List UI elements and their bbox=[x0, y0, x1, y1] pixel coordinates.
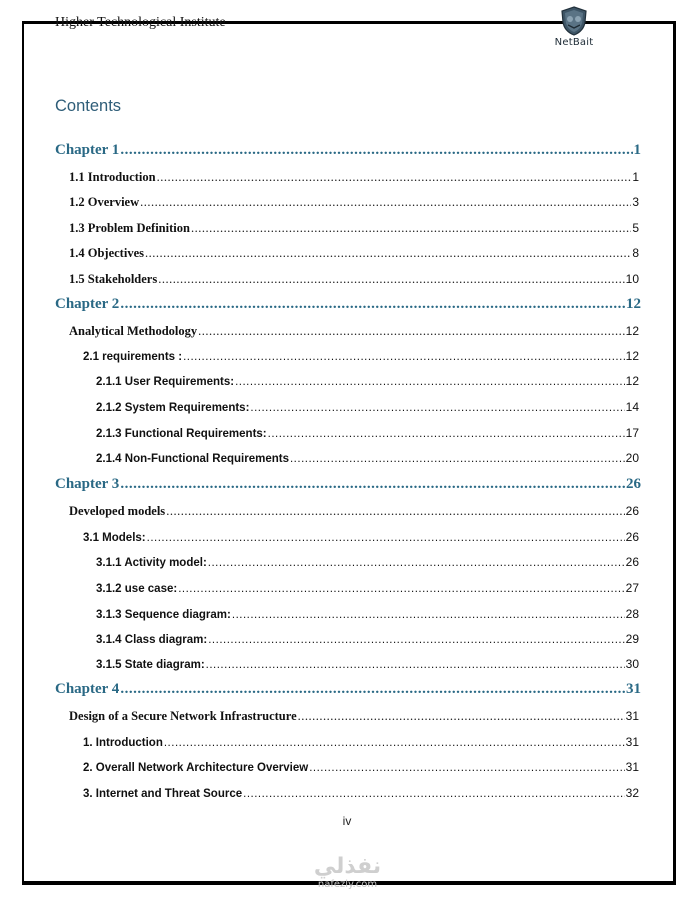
toc-entry-section[interactable] bbox=[69, 221, 639, 236]
toc-dot-leader bbox=[198, 324, 625, 339]
toc-dot-leader bbox=[208, 634, 624, 646]
toc-entry-page-number: 32 bbox=[625, 786, 639, 800]
toc-dot-leader bbox=[309, 762, 624, 774]
toc-dot-leader bbox=[183, 351, 625, 363]
toc-dot-leader bbox=[235, 376, 625, 388]
toc-dot-leader bbox=[290, 453, 625, 465]
toc-dot-leader bbox=[208, 557, 625, 569]
toc-dot-leader bbox=[157, 170, 632, 185]
toc-entry-page-number: 12 bbox=[626, 296, 641, 312]
page-number: iv bbox=[342, 814, 352, 828]
toc-entry-title: 3.1.4 Class diagram: bbox=[96, 634, 208, 646]
toc-dot-leader bbox=[191, 221, 631, 236]
toc-entry-title: 2.1.3 Functional Requirements: bbox=[96, 428, 267, 440]
toc-entry-page-number: 12 bbox=[625, 374, 639, 388]
toc-dot-leader bbox=[166, 504, 624, 519]
toc-entry-page-number: 5 bbox=[632, 221, 639, 235]
toc-entry-subsub[interactable] bbox=[96, 607, 639, 621]
toc-entry-section[interactable] bbox=[69, 170, 639, 185]
toc-entry-page-number: 29 bbox=[625, 632, 639, 646]
toc-entry-page-number: 26 bbox=[625, 530, 639, 544]
toc-entry-page-number: 31 bbox=[626, 681, 641, 697]
toc-entry-title: 2. Overall Network Architecture Overview bbox=[83, 762, 309, 774]
toc-entry-title: 3.1.3 Sequence diagram: bbox=[96, 609, 231, 621]
toc-entry-title: 1.4 Objectives bbox=[69, 246, 144, 260]
toc-entry-title: 2.1.2 System Requirements: bbox=[96, 402, 250, 414]
toc-entry-page-number: 28 bbox=[625, 607, 639, 621]
header-institute-name: Higher Technological Institute bbox=[55, 15, 226, 30]
shield-logo-icon bbox=[560, 6, 588, 36]
toc-entry-page-number: 14 bbox=[625, 400, 639, 414]
toc-entry-sub[interactable] bbox=[83, 735, 639, 749]
toc-entry-title: 1.5 Stakeholders bbox=[69, 272, 158, 286]
toc-dot-leader bbox=[147, 532, 625, 544]
toc-entry-page-number: 12 bbox=[625, 349, 639, 363]
toc-entry-section[interactable] bbox=[69, 709, 639, 724]
toc-entry-page-number: 26 bbox=[625, 504, 639, 518]
toc-dot-leader bbox=[232, 609, 625, 621]
toc-entry-page-number: 31 bbox=[625, 709, 639, 723]
toc-dot-leader bbox=[145, 246, 631, 261]
toc-entry-sub[interactable] bbox=[83, 349, 639, 363]
toc-entry-page-number: 17 bbox=[625, 426, 639, 440]
toc-entry-page-number: 3 bbox=[632, 195, 639, 209]
toc-entry-sub[interactable] bbox=[83, 530, 639, 544]
toc-dot-leader bbox=[120, 142, 632, 159]
toc-entry-sub[interactable] bbox=[83, 786, 639, 800]
toc-entry-title: 1.3 Problem Definition bbox=[69, 221, 190, 235]
toc-entry-section[interactable] bbox=[69, 504, 639, 519]
toc-dot-leader bbox=[250, 402, 624, 414]
toc-entry-title: 1. Introduction bbox=[83, 737, 163, 749]
toc-dot-leader bbox=[164, 737, 625, 749]
toc-entry-title: Chapter 2 bbox=[55, 296, 120, 312]
toc-entry-title: Analytical Methodology bbox=[69, 324, 198, 338]
toc-entry-subsub[interactable] bbox=[96, 451, 639, 465]
toc-entry-chapter[interactable] bbox=[55, 681, 641, 698]
toc-dot-leader bbox=[243, 788, 625, 800]
toc-dot-leader bbox=[178, 583, 624, 595]
toc-entry-section[interactable] bbox=[69, 195, 639, 210]
toc-entry-title: 2.1.1 User Requirements: bbox=[96, 376, 235, 388]
toc-entry-page-number: 1 bbox=[632, 170, 639, 184]
watermark-url: nafezly.com bbox=[317, 879, 378, 890]
toc-dot-leader bbox=[298, 709, 625, 724]
toc-entry-title: Chapter 3 bbox=[55, 476, 120, 492]
toc-entry-title: Developed models bbox=[69, 504, 166, 518]
toc-entry-title: 3.1 Models: bbox=[83, 532, 146, 544]
toc-dot-leader bbox=[120, 476, 625, 493]
toc-entry-page-number: 20 bbox=[625, 451, 639, 465]
toc-entry-title: Chapter 4 bbox=[55, 681, 120, 697]
toc-entry-section[interactable] bbox=[69, 324, 639, 339]
toc-entry-page-number: 31 bbox=[625, 735, 639, 749]
watermark-arabic: نفذلي bbox=[313, 854, 382, 879]
toc-entry-title: 1.2 Overview bbox=[69, 195, 140, 209]
toc-entry-subsub[interactable] bbox=[96, 581, 639, 595]
toc-entry-title: 2.1 requirements : bbox=[83, 351, 183, 363]
toc-dot-leader bbox=[140, 195, 631, 210]
logo bbox=[550, 6, 598, 48]
toc-entry-page-number: 12 bbox=[625, 324, 639, 338]
toc-dot-leader bbox=[206, 659, 625, 671]
toc-dot-leader bbox=[120, 296, 625, 313]
toc-entry-chapter[interactable] bbox=[55, 476, 641, 493]
toc-entry-title: 2.1.4 Non-Functional Requirements bbox=[96, 453, 289, 465]
toc-dot-leader bbox=[268, 428, 625, 440]
toc-entry-subsub[interactable] bbox=[96, 426, 639, 440]
toc-entry-title: 3.1.2 use case: bbox=[96, 583, 178, 595]
toc-entry-page-number: 10 bbox=[625, 272, 639, 286]
toc-dot-leader bbox=[120, 681, 625, 698]
toc-entry-title: 1.1 Introduction bbox=[69, 170, 156, 184]
toc-entry-chapter[interactable] bbox=[55, 142, 641, 159]
toc-entry-title: 3.1.5 State diagram: bbox=[96, 659, 205, 671]
toc-entry-section[interactable] bbox=[69, 272, 639, 287]
toc-dot-leader bbox=[158, 272, 624, 287]
toc-entry-page-number: 30 bbox=[625, 657, 639, 671]
toc-entry-subsub[interactable] bbox=[96, 400, 639, 414]
toc-entry-page-number: 8 bbox=[632, 246, 639, 260]
toc-entry-title: Design of a Secure Network Infrastructure bbox=[69, 709, 297, 723]
toc-entry-page-number: 31 bbox=[625, 760, 639, 774]
toc-entry-subsub[interactable] bbox=[96, 374, 639, 388]
toc-entry-title: 3.1.1 Activity model: bbox=[96, 557, 207, 569]
toc-entry-chapter[interactable] bbox=[55, 296, 641, 313]
toc-entry-page-number: 26 bbox=[625, 555, 639, 569]
toc-entry-title: Chapter 1 bbox=[55, 142, 120, 158]
toc-entry-sub[interactable] bbox=[83, 760, 639, 774]
toc-entry-title: 3. Internet and Threat Source bbox=[83, 788, 243, 800]
toc-entry-page-number: 26 bbox=[626, 476, 641, 492]
toc-entry-subsub[interactable] bbox=[96, 555, 639, 569]
toc-entry-subsub[interactable] bbox=[96, 632, 639, 646]
toc-entry-subsub[interactable] bbox=[96, 657, 639, 671]
toc-entry-page-number: 27 bbox=[625, 581, 639, 595]
contents-heading: Contents bbox=[55, 97, 122, 115]
toc-entry-page-number: 1 bbox=[633, 142, 641, 158]
toc-entry-section[interactable] bbox=[69, 246, 639, 261]
logo-text: NetBait bbox=[554, 37, 594, 48]
